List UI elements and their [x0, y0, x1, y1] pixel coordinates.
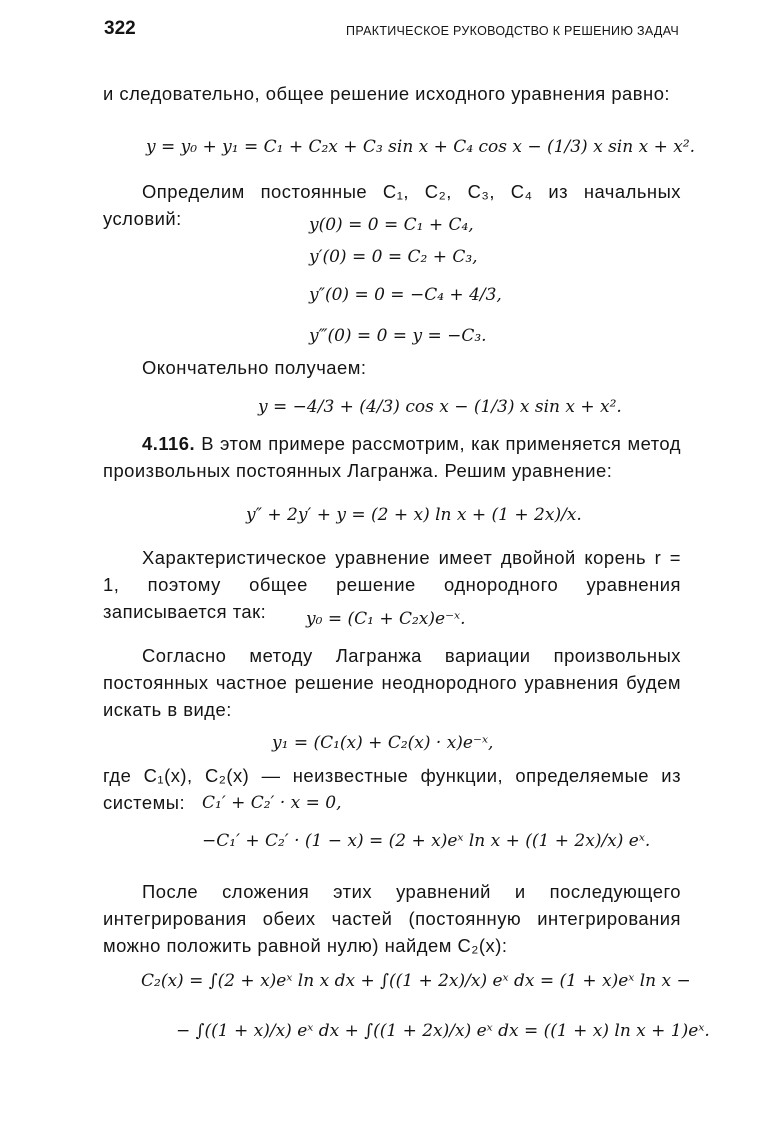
equation-general-solution: y = y₀ + y₁ = C₁ + C₂x + C₃ sin x + C₄ cos x − (1/3) x sin x + x².	[146, 137, 696, 157]
equation-condition-1: y(0) = 0 = C₁ + C₄,	[309, 215, 474, 235]
paragraph-2: Определим постоянные C₁, C₂, C₃, C₄ из начальных условий:	[103, 181, 681, 229]
paragraph-3: Окончательно получаем:	[142, 357, 367, 378]
equation-condition-4: y‴(0) = 0 = y = −C₃.	[309, 326, 487, 346]
equation-system-2: −C₁′ + C₂′ · (1 − x) = (2 + x)eˣ ln x + ((1 + 2x)/x) eˣ.	[202, 831, 651, 851]
running-title: ПРАКТИЧЕСКОЕ РУКОВОДСТВО К РЕШЕНИЮ ЗАДАЧ	[346, 24, 679, 38]
paragraph-4-text: В этом примере рассмотрим, как применяется метод произвольных постоянных Лагранжа. Решим уравнение:	[103, 433, 681, 481]
paragraph-4	[103, 430, 681, 484]
equation-integral-2: − ∫((1 + x)/x) eˣ dx + ∫((1 + 2x)/x) eˣ dx = ((1 + x) ln x + 1)eˣ.	[176, 1021, 710, 1041]
equation-particular-solution: y₁ = (C₁(x) + C₂(x) · x)e⁻ˣ,	[272, 733, 494, 753]
equation-system-1: C₁′ + C₂′ · x = 0,	[202, 793, 342, 813]
paragraph-6: Согласно методу Лагранжа вариации произвольных постоянных частное решение неоднородного уравнения будем искать в виде:	[103, 645, 681, 720]
problem-number: 4.116.	[142, 433, 196, 454]
equation-ode: y″ + 2y′ + y = (2 + x) ln x + (1 + 2x)/x.	[246, 505, 582, 525]
paragraph-8: После сложения этих уравнений и последующего интегрирования обеих частей (постоянную интегрирования можно положить равной нулю) найдем C₂(x):	[103, 881, 681, 956]
equation-homogeneous-solution: y₀ = (C₁ + C₂x)e⁻ˣ.	[306, 609, 466, 629]
equation-final-solution: y = −4/3 + (4/3) cos x − (1/3) x sin x + x².	[258, 397, 622, 417]
equation-integral-1: C₂(x) = ∫(2 + x)eˣ ln x dx + ∫((1 + 2x)/x) eˣ dx = (1 + x)eˣ ln x −	[141, 971, 691, 991]
paragraph-7: где C₁(x), C₂(x) — неизвестные функции, определяемые из системы:	[103, 765, 681, 813]
paragraph-1: и следовательно, общее решение исходного уравнения равно:	[103, 83, 671, 104]
page-number: 322	[104, 18, 136, 39]
paragraph-5: Характеристическое уравнение имеет двойной корень r = 1, поэтому общее решение однородного уравнения записывается так:	[103, 547, 681, 622]
equation-condition-2: y′(0) = 0 = C₂ + C₃,	[309, 247, 478, 267]
equation-condition-3: y″(0) = 0 = −C₄ + 4/3,	[309, 285, 502, 305]
